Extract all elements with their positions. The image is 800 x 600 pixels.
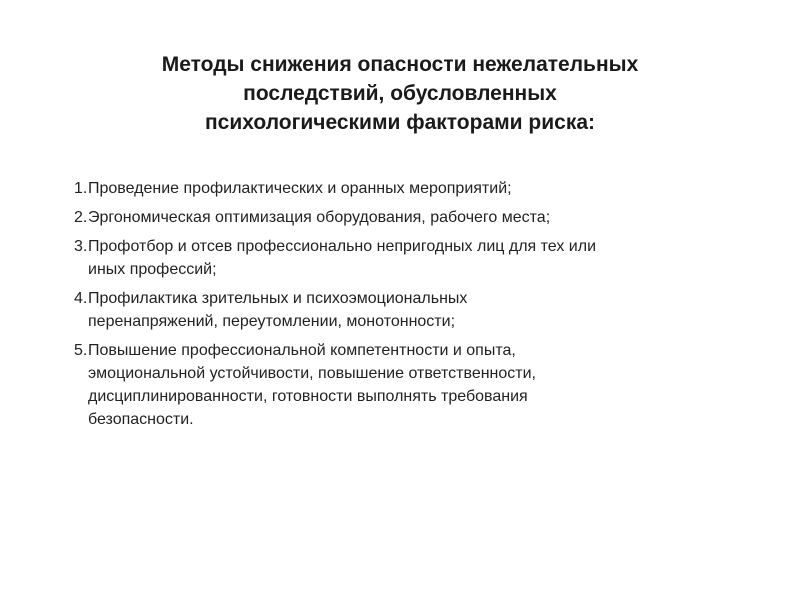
- item-text-line: Профотбор и отсев профессионально непригодных лиц для тех или: [88, 238, 597, 255]
- list-item: [74, 206, 734, 229]
- item-number: 1.: [74, 180, 88, 197]
- item-text-line: иных профессий;: [88, 261, 217, 278]
- item-text-line: эмоциональной устойчивости, повышение ответственности,: [88, 365, 536, 382]
- item-text-line: Эргономическая оптимизация оборудования, рабочего места;: [88, 209, 551, 226]
- item-text-line: перенапряжений, переутомлении, монотонности;: [88, 313, 456, 330]
- item-number: 3.: [74, 238, 88, 255]
- methods-list: [74, 177, 734, 437]
- item-text-line: Профилактика зрительных и психоэмоциональных: [88, 290, 468, 307]
- list-item: [74, 177, 734, 200]
- item-number: 5.: [74, 342, 88, 359]
- list-item: [74, 287, 734, 333]
- list-item: [74, 235, 734, 281]
- title-line-2: последствий, обусловленных: [243, 82, 557, 105]
- slide-title: [60, 50, 740, 137]
- item-text-line: дисциплинированности, готовности выполнять требования: [88, 388, 528, 405]
- item-text-line: Повышение профессиональной компетентности и опыта,: [88, 342, 516, 359]
- item-text-line: безопасности.: [88, 411, 194, 428]
- title-line-1: Методы снижения опасности нежелательных: [161, 53, 639, 76]
- title-line-3: психологическими факторами риска:: [204, 111, 596, 134]
- item-number: 2.: [74, 209, 88, 226]
- item-text-line: Проведение профилактических и оранных мероприятий;: [88, 180, 512, 197]
- list-item: [74, 339, 734, 431]
- item-number: 4.: [74, 290, 88, 307]
